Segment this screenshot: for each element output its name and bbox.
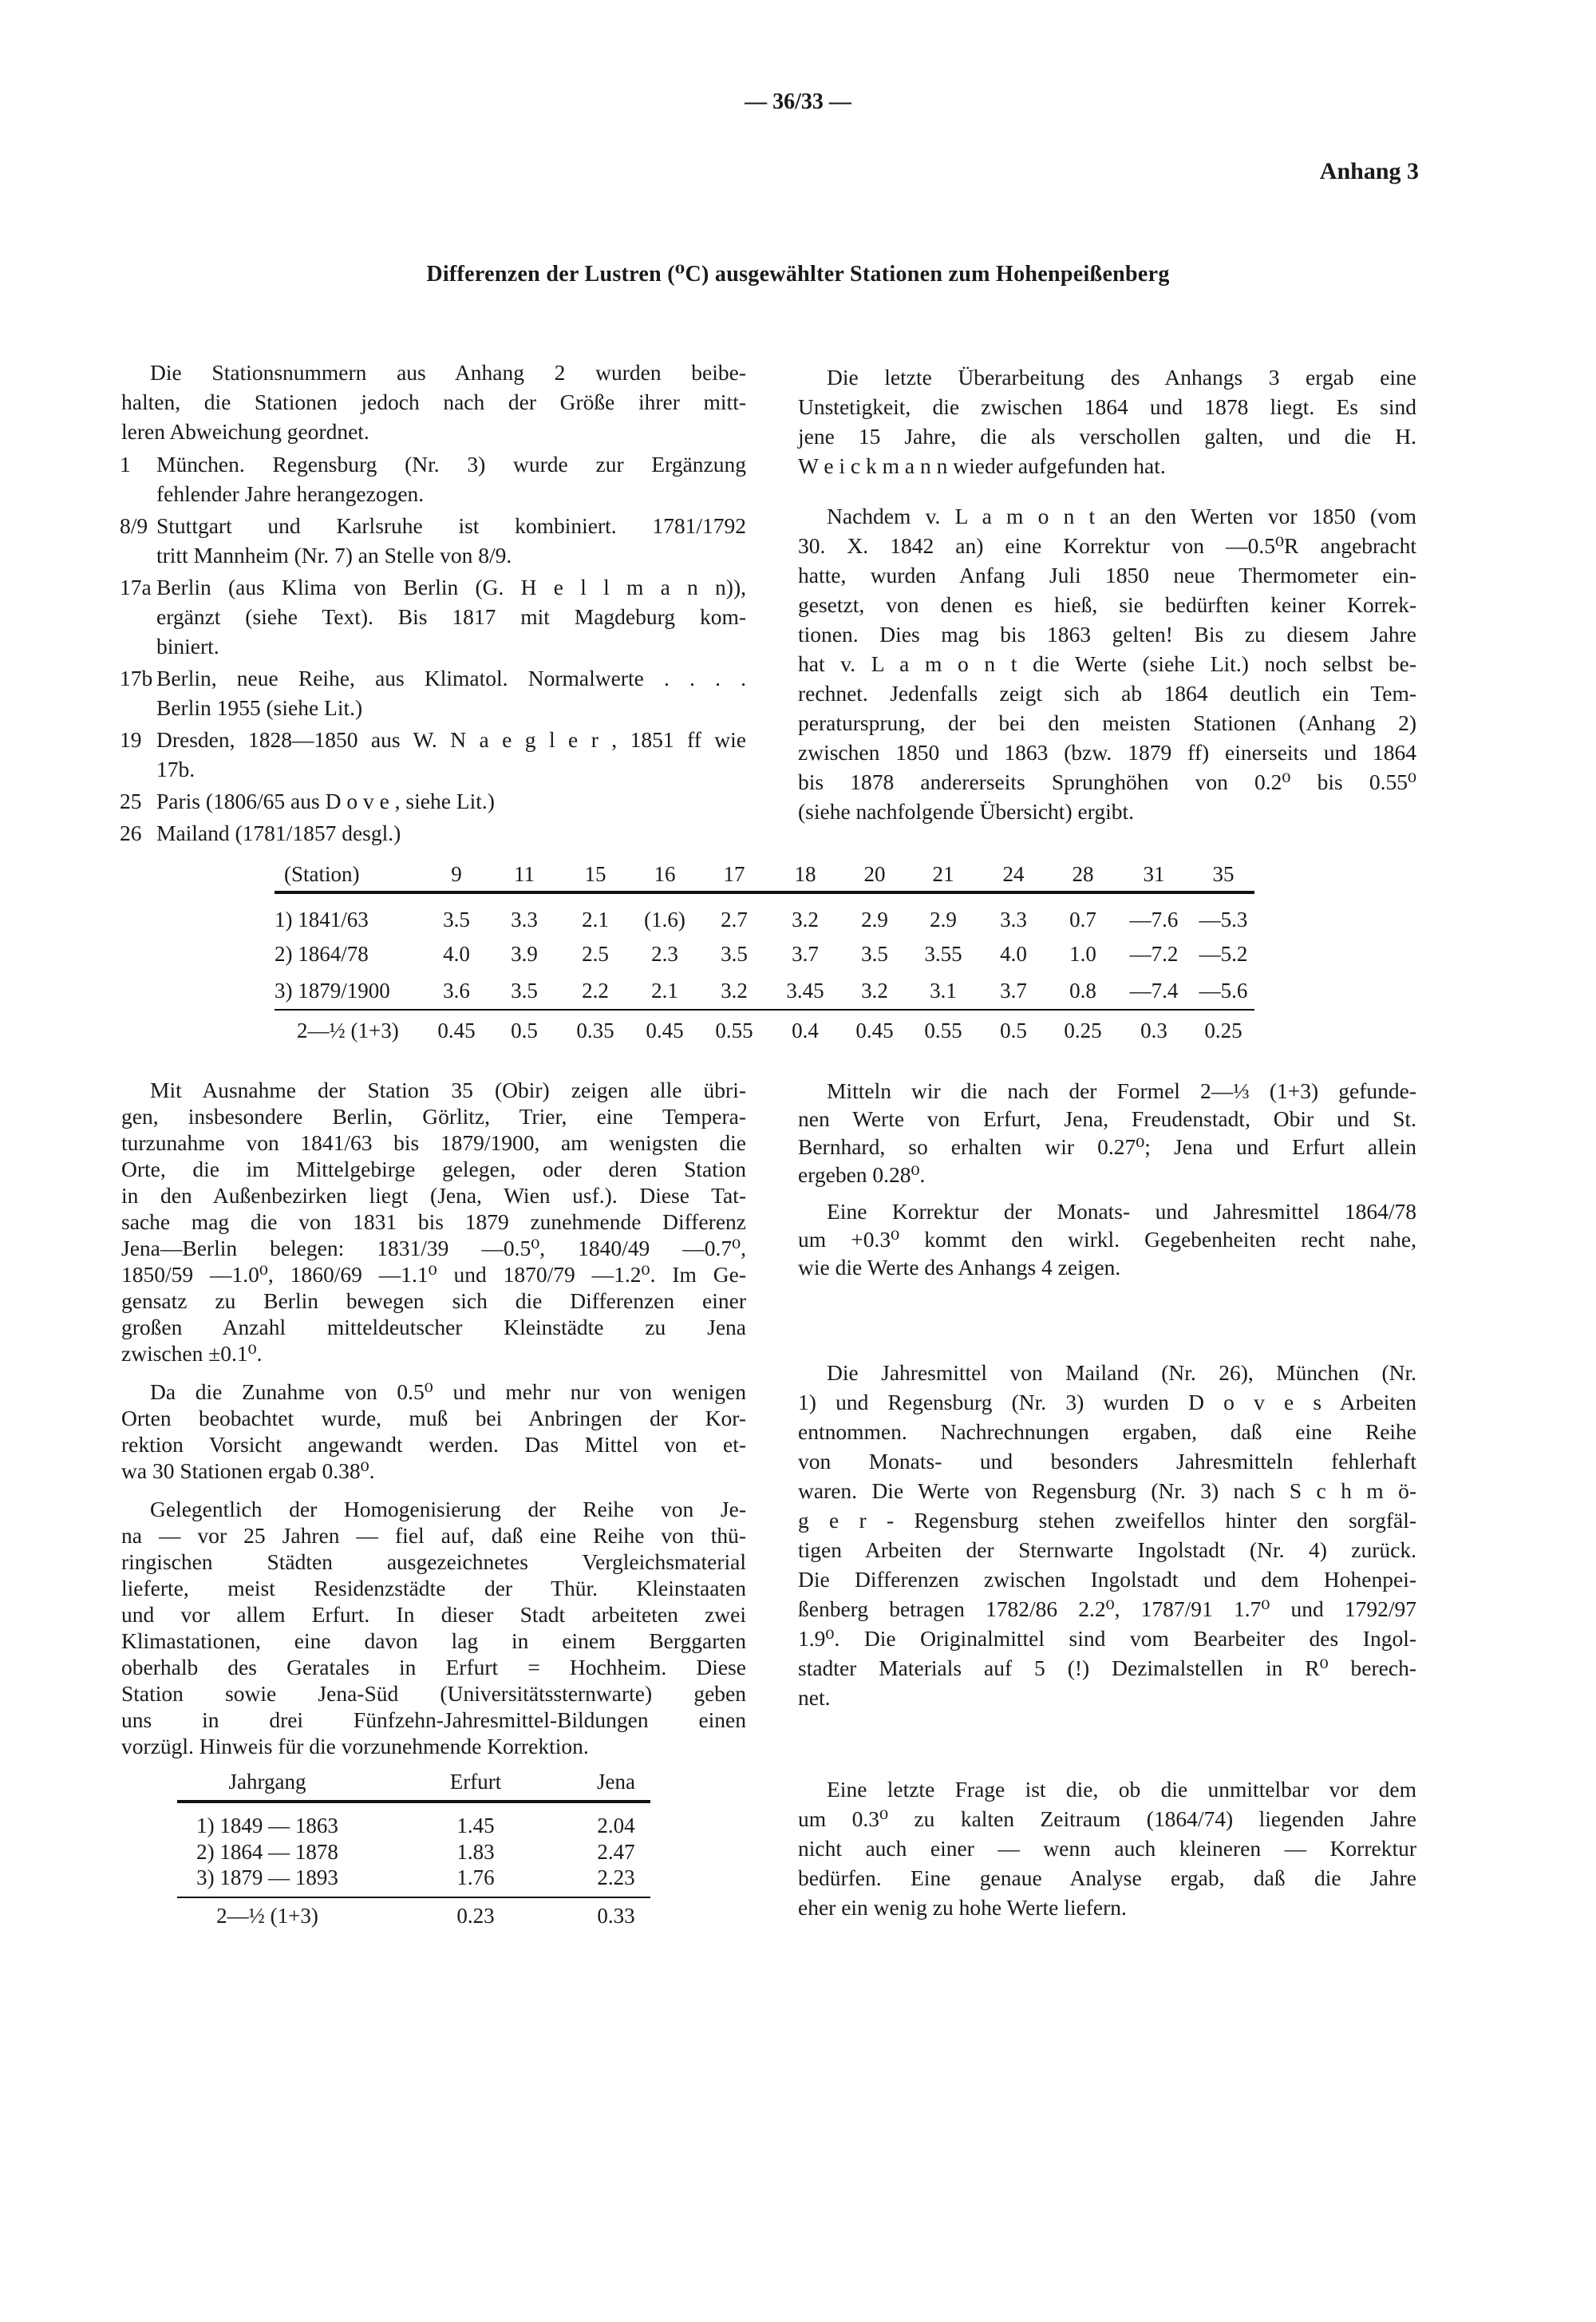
footnote-item — [120, 663, 746, 722]
text-line: bedürfen. Eine genaue Analyse ergab, daß die Jahre — [798, 1865, 1416, 1890]
table-rule — [275, 891, 1254, 894]
table-cell: 0.4 — [792, 1019, 819, 1042]
table-column-header: 18 — [794, 862, 816, 886]
table-cell: 2.23 — [597, 1865, 635, 1889]
text-line: in den Außenbezirken liegt (Jena, Wien usf.). Diese Tat- — [121, 1183, 746, 1208]
table-cell: 4.0 — [443, 942, 470, 966]
text-line: ringischen Städten ausgezeichnetes Vergleichsmaterial — [121, 1549, 746, 1574]
text-line: von Monats- und besonders Jahresmitteln fehlerhaft — [798, 1449, 1416, 1474]
table-cell: 0.45 — [437, 1019, 476, 1042]
table-header-label: (Station) — [284, 862, 360, 886]
table-row-label: 2) 1864 — 1878 — [196, 1840, 338, 1864]
text-line: tritt Mannheim (Nr. 7) an Stelle von 8/9. — [156, 543, 512, 568]
table-row-label: 2) 1864/78 — [275, 942, 369, 966]
footnote-item — [120, 786, 746, 816]
paragraph — [121, 1379, 746, 1484]
text-line: Mailand (1781/1857 desgl.) — [156, 821, 401, 845]
table-rule — [275, 1009, 1254, 1011]
table-row-label: 1) 1849 — 1863 — [196, 1814, 338, 1837]
appendix-label: Anhang 3 — [1319, 158, 1419, 184]
table-cell: 0.35 — [576, 1019, 614, 1042]
table-column-header: 20 — [863, 862, 886, 886]
table-cell: —5.2 — [1199, 942, 1248, 966]
text-line: rektion Vorsicht angewandt werden. Das Mittel von et- — [121, 1432, 746, 1457]
table-row-label: 2—½ (1+3) — [216, 1904, 318, 1928]
table-cell: 3.45 — [786, 979, 824, 1003]
table-cell: 0.45 — [855, 1019, 894, 1042]
table-row-label: 3) 1879/1900 — [275, 979, 390, 1003]
text-line: Eine letzte Frage ist die, ob die unmittelbar vor dem — [827, 1777, 1416, 1802]
table-cell: 3.7 — [1000, 979, 1027, 1003]
text-line: oberhalb des Geratales in Erfurt = Hochheim. Diese — [121, 1655, 746, 1679]
table-cell: (1.6) — [644, 908, 685, 932]
text-line: zwischen 1850 und 1863 (bzw. 1879 ff) einerseits und 1864 — [798, 740, 1416, 765]
table-cell: 3.3 — [1000, 908, 1027, 932]
table-cell: 3.3 — [511, 908, 538, 932]
footnote-text — [156, 725, 746, 784]
table-column-header: 28 — [1072, 862, 1094, 886]
text-line: na — vor 25 Jahren — fiel auf, daß eine Reihe von thü- — [121, 1523, 746, 1548]
table-column-header: 11 — [514, 862, 535, 886]
text-line: Stuttgart und Karlsruhe ist kombiniert. 1781/1792 — [156, 513, 746, 538]
text-line: Paris (1806/65 aus D o v e , siehe Lit.) — [156, 789, 495, 813]
paragraph — [798, 362, 1416, 481]
text-line: ergeben 0.28⁰. — [798, 1162, 926, 1187]
text-line: gen, insbesondere Berlin, Görlitz, Trier, eine Tempera- — [121, 1104, 746, 1129]
text-line: ergänzt (siehe Text). Bis 1817 mit Magdeburg kom- — [156, 604, 746, 629]
footnote-item — [120, 725, 746, 784]
table-column-header: 17 — [723, 862, 745, 886]
text-line: 30. X. 1842 an) eine Korrektur von —0.5⁰R angebracht — [798, 533, 1416, 558]
table-cell: 2.2 — [582, 979, 609, 1003]
footnote-item — [120, 572, 746, 661]
page-number: — 36/33 — — [745, 89, 851, 114]
text-line: Jena—Berlin belegen: 1831/39 —0.5⁰, 1840/49 —0.7⁰, — [121, 1236, 746, 1260]
table-cell: 3.55 — [924, 942, 962, 966]
table-cell: 0.33 — [597, 1904, 635, 1928]
paragraph — [798, 1774, 1416, 1922]
table-cell: 3.5 — [721, 942, 748, 966]
table-cell: 2.04 — [597, 1814, 635, 1837]
table-column-header: 9 — [451, 862, 462, 886]
table-cell: 3.9 — [511, 942, 538, 966]
footnote-number: 19 — [120, 727, 142, 752]
table-cell: 2.3 — [651, 942, 678, 966]
text-line: peratursprung, der bei den meisten Stationen (Anhang 2) — [798, 710, 1416, 735]
text-line: Orte, die im Mittelgebirge gelegen, oder deren Station — [121, 1157, 746, 1181]
text-line: hat v. L a m o n t die Werte (siehe Lit.) noch selbst be- — [798, 651, 1416, 676]
table-column-header: 24 — [1002, 862, 1025, 886]
table-cell: 3.5 — [511, 979, 538, 1003]
text-line: Berlin (aus Klima von Berlin (G. H e l l m a n n)), — [156, 575, 746, 599]
text-line: Berlin 1955 (siehe Lit.) — [156, 695, 363, 720]
table-cell: —5.3 — [1199, 908, 1248, 932]
text-line: uns in drei Fünfzehn-Jahresmittel-Bildungen einen — [121, 1707, 746, 1732]
table-column-header: 16 — [654, 862, 676, 886]
table-cell: 0.23 — [456, 1904, 495, 1928]
table-cell: 0.5 — [1000, 1019, 1027, 1042]
table-cell: 0.45 — [646, 1019, 684, 1042]
footnote-number: 17b — [120, 666, 153, 690]
text-line: Da die Zunahme von 0.5⁰ und mehr nur von wenigen — [150, 1379, 746, 1404]
text-line: jene 15 Jahre, die als verschollen galten, und die H. — [798, 424, 1416, 449]
table-column-header: Jahrgang — [228, 1770, 306, 1794]
footnote-number: 8/9 — [120, 513, 148, 538]
table-cell: 0.3 — [1140, 1019, 1167, 1042]
table-column-header: 35 — [1212, 862, 1235, 886]
page-title: Differenzen der Lustren (⁰C) ausgewählter Stationen zum Hohenpeißenberg — [426, 262, 1170, 287]
text-line: W e i c k m a n n wieder aufgefunden hat. — [798, 453, 1166, 478]
text-line: Nachdem v. L a m o n t an den Werten vor 1850 (vom — [827, 504, 1416, 528]
table-row-label: 1) 1841/63 — [275, 908, 369, 932]
table-cell: 0.25 — [1204, 1019, 1242, 1042]
text-line: vorzügl. Hinweis für die vorzunehmende Korrektion. — [121, 1734, 589, 1758]
table-cell: 1.83 — [456, 1840, 495, 1864]
text-line: waren. Die Werte von Regensburg (Nr. 3) nach S c h m ö- — [798, 1478, 1416, 1503]
text-line: Orten beobachtet wurde, muß bei Anbringen der Kor- — [121, 1406, 746, 1430]
table-cell: 0.25 — [1064, 1019, 1102, 1042]
table-cell: 2.1 — [651, 979, 678, 1003]
text-line: sache mag die von 1831 bis 1879 zunehmende Differenz — [121, 1209, 746, 1234]
text-line: Berlin, neue Reihe, aus Klimatol. Normalwerte . . . . — [156, 666, 746, 690]
text-line: Klimastationen, eine davon lag in einem Berggarten — [121, 1628, 746, 1653]
text-line: zwischen ±0.1⁰. — [121, 1341, 263, 1366]
table-cell: 0.5 — [511, 1019, 538, 1042]
text-line: Die Differenzen zwischen Ingolstadt und dem Hohenpei- — [798, 1567, 1416, 1592]
text-line: fehlender Jahre herangezogen. — [156, 481, 425, 506]
text-line: biniert. — [156, 634, 219, 659]
table-column-header: Jena — [597, 1770, 635, 1794]
text-line: Dresden, 1828—1850 aus W. N a e g l e r , 1851 ff wie — [156, 727, 746, 752]
text-line: um +0.3⁰ kommt den wirkl. Gegebenheiten recht nahe, — [798, 1227, 1416, 1252]
table-rule — [177, 1800, 650, 1803]
footnote-text — [156, 818, 746, 848]
text-line: tionen. Dies mag bis 1863 gelten! Bis zu diesem Jahre — [798, 622, 1416, 647]
text-line: eher ein wenig zu hohe Werte liefern. — [798, 1895, 1127, 1920]
text-line: leren Abweichung geordnet. — [121, 419, 369, 444]
text-line: 1850/59 —1.0⁰, 1860/69 —1.1⁰ und 1870/79 —1.2⁰. Im Ge- — [121, 1262, 746, 1287]
text-line: nen Werte von Erfurt, Jena, Freudenstadt, Obir und St. — [798, 1106, 1416, 1131]
table-cell: 2.47 — [597, 1840, 635, 1864]
paragraph — [798, 1077, 1416, 1189]
text-line: hatte, wurden Anfang Juli 1850 neue Thermometer ein- — [798, 563, 1416, 587]
table-cell: 1.76 — [456, 1865, 495, 1889]
text-line: stadter Materials auf 5 (!) Dezimalstellen in R⁰ berech- — [798, 1655, 1416, 1680]
table-cell: 3.7 — [792, 942, 819, 966]
footnote-item — [120, 818, 746, 848]
footnote-number: 17a — [120, 575, 152, 599]
footnote-text — [156, 572, 746, 661]
text-line: Station sowie Jena-Süd (Universitätssternwarte) geben — [121, 1681, 746, 1706]
text-line: wie die Werte des Anhangs 4 zeigen. — [798, 1255, 1121, 1280]
table-cell: 2.9 — [861, 908, 888, 932]
table-cell: 4.0 — [1000, 942, 1027, 966]
paragraph — [798, 501, 1416, 826]
text-line: 1.9⁰. Die Originalmittel sind vom Bearbeiter des Ingol- — [798, 1626, 1416, 1651]
table-column-header: 31 — [1143, 862, 1165, 886]
text-line: rechnet. Jedenfalls zeigt sich ab 1864 deutlich ein Tem- — [798, 681, 1416, 706]
text-line: lieferte, meist Residenzstädte der Thür. Kleinstaaten — [121, 1576, 746, 1600]
text-line: ßenberg betragen 1782/86 2.2⁰, 1787/91 1.7⁰ und 1792/97 — [798, 1596, 1416, 1621]
text-line: turzunahme von 1841/63 bis 1879/1900, am wenigsten die — [121, 1130, 746, 1155]
footnote-number: 25 — [120, 789, 142, 813]
text-line: um 0.3⁰ zu kalten Zeitraum (1864/74) liegenden Jahre — [798, 1806, 1416, 1831]
text-line: Unstetigkeit, die zwischen 1864 und 1878 liegt. Es sind — [798, 394, 1416, 419]
text-line: halten, die Stationen jedoch nach der Größe ihrer mitt- — [121, 390, 746, 414]
text-line: net. — [798, 1685, 831, 1710]
text-line: (siehe nachfolgende Übersicht) ergibt. — [798, 799, 1134, 824]
table-cell: 1.0 — [1069, 942, 1096, 966]
text-line: 17b. — [156, 757, 196, 781]
footnote-list — [120, 449, 746, 850]
text-line: Bernhard, so erhalten wir 0.27⁰; Jena und Erfurt allein — [798, 1134, 1416, 1159]
table-cell: 3.5 — [861, 942, 888, 966]
table-cell: 3.2 — [792, 908, 819, 932]
paragraph — [798, 1358, 1416, 1712]
footnote-number: 1 — [120, 452, 131, 477]
text-line: tigen Arbeiten der Sternwarte Ingolstadt (Nr. 4) zurück. — [798, 1537, 1416, 1562]
table-cell: —7.2 — [1129, 942, 1179, 966]
table-cell: 0.55 — [715, 1019, 753, 1042]
text-line: Die Jahresmittel von Mailand (Nr. 26), München (Nr. — [827, 1360, 1416, 1385]
text-line: entnommen. Nachrechnungen ergaben, daß eine Reihe — [798, 1419, 1416, 1444]
footnote-item — [120, 449, 746, 508]
table-cell: 3.2 — [721, 979, 748, 1003]
text-line: wa 30 Stationen ergab 0.38⁰. — [121, 1458, 375, 1483]
paragraph — [798, 1197, 1416, 1281]
paragraph — [121, 1496, 746, 1759]
text-line: Mitteln wir die nach der Formel 2—⅓ (1+3) gefunde- — [827, 1078, 1416, 1103]
table-cell: 3.2 — [861, 979, 888, 1003]
text-line: Eine Korrektur der Monats- und Jahresmittel 1864/78 — [827, 1199, 1416, 1224]
table-cell: 2.9 — [930, 908, 957, 932]
text-line: Die letzte Überarbeitung des Anhangs 3 ergab eine — [827, 365, 1416, 390]
intro-paragraph — [121, 358, 746, 446]
text-line: Die Stationsnummern aus Anhang 2 wurden beibe- — [150, 360, 746, 385]
text-line: Mit Ausnahme der Station 35 (Obir) zeigen alle übri- — [150, 1078, 746, 1102]
text-line: München. Regensburg (Nr. 3) wurde zur Ergänzung — [156, 452, 746, 477]
text-line: g e r - Regensburg stehen zweifellos hinter den sorgfäl- — [798, 1508, 1416, 1533]
text-line: gensatz zu Berlin bewegen sich die Differenzen einer — [121, 1288, 746, 1313]
table-cell: —5.6 — [1199, 979, 1248, 1003]
table-column-header: 15 — [584, 862, 606, 886]
table-cell: 3.6 — [443, 979, 470, 1003]
table-cell: 0.55 — [924, 1019, 962, 1042]
text-line: 1) und Regensburg (Nr. 3) wurden D o v e s Arbeiten — [798, 1390, 1416, 1414]
footnote-text — [156, 786, 746, 816]
table-column-header: 21 — [932, 862, 954, 886]
table-cell: 2.5 — [582, 942, 609, 966]
text-line: nicht auch einer — wenn auch kleineren — Korrektur — [798, 1836, 1416, 1861]
table-cell: 2.7 — [721, 908, 748, 932]
table-cell: 0.8 — [1069, 979, 1096, 1003]
table-cell: —7.6 — [1129, 908, 1179, 932]
table-row-label: 3) 1879 — 1893 — [196, 1865, 338, 1889]
text-line: und vor allem Erfurt. In dieser Stadt arbeiteten zwei — [121, 1602, 746, 1627]
text-line: bis 1878 andererseits Sprunghöhen von 0.2⁰ bis 0.55⁰ — [798, 769, 1416, 794]
table-cell: 2.1 — [582, 908, 609, 932]
text-line: großen Anzahl mitteldeutscher Kleinstädte zu Jena — [121, 1315, 746, 1339]
paragraph — [121, 1077, 746, 1367]
table-cell: 3.1 — [930, 979, 957, 1003]
text-line: Gelegentlich der Homogenisierung der Reihe von Je- — [150, 1497, 746, 1521]
footnote-text — [156, 449, 746, 508]
table-cell: 0.7 — [1069, 908, 1096, 932]
table-cell: 3.5 — [443, 908, 470, 932]
footnote-text — [156, 511, 746, 570]
table-column-header: Erfurt — [449, 1770, 502, 1794]
footnote-item — [120, 511, 746, 570]
footnote-text — [156, 663, 746, 722]
footnote-number: 26 — [120, 821, 142, 845]
table-cell: 1.45 — [456, 1814, 495, 1837]
table-rule — [177, 1897, 650, 1898]
text-line: gesetzt, von denen es hieß, sie bedürften keiner Korrek- — [798, 592, 1416, 617]
table-cell: —7.4 — [1129, 979, 1179, 1003]
table-row-label: 2—½ (1+3) — [297, 1019, 399, 1042]
